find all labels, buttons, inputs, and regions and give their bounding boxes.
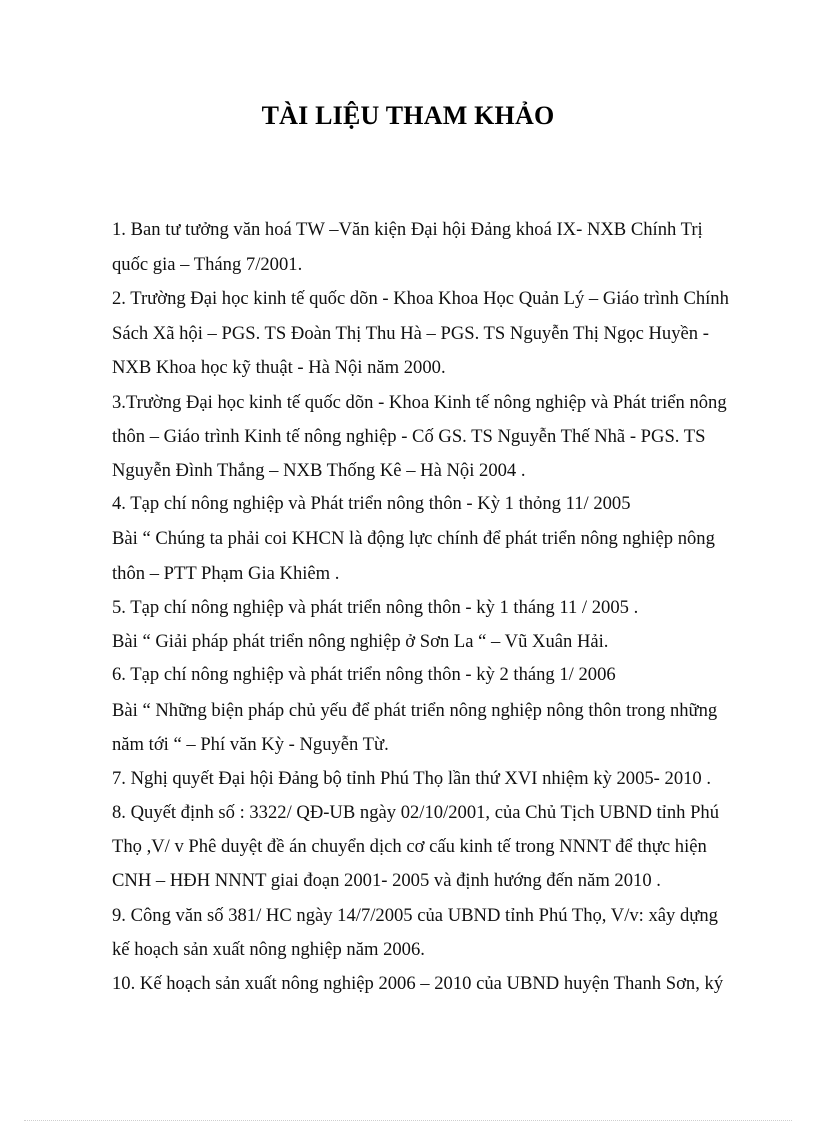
reference-line: Sách Xã hội – PGS. TS Đoàn Thị Thu Hà – PGS. TS Nguyễn Thị Ngọc Huyền - <box>112 323 709 344</box>
reference-line: 4. Tạp chí nông nghiệp và Phát triển nông thôn - Kỳ 1 thỏng 11/ 2005 <box>112 493 631 514</box>
reference-line: 5. Tạp chí nông nghiệp và phát triển nông thôn - kỳ 1 tháng 11 / 2005 . <box>112 597 639 618</box>
reference-line: Bài “ Giải pháp phát triển nông nghiệp ở Sơn La “ – Vũ Xuân Hải. <box>112 631 609 652</box>
reference-line: quốc gia – Tháng 7/2001. <box>112 254 303 275</box>
reference-line: Thọ ,V/ v Phê duyệt đề án chuyển dịch cơ cấu kinh tế trong NNNT để thực hiện <box>112 836 707 857</box>
reference-line: 3.Trường Đại học kinh tế quốc dõn - Khoa Kinh tế nông nghiệp và Phát triển nông <box>112 392 727 413</box>
reference-line: CNH – HĐH NNNT giai đoạn 2001- 2005 và định hướng đến năm 2010 . <box>112 870 661 891</box>
reference-line: 2. Trường Đại học kinh tế quốc dõn - Khoa Khoa Học Quản Lý – Giáo trình Chính <box>112 288 729 309</box>
reference-line: 6. Tạp chí nông nghiệp và phát triển nông thôn - kỳ 2 tháng 1/ 2006 <box>112 664 616 685</box>
reference-line: 9. Công văn số 381/ HC ngày 14/7/2005 của UBND tỉnh Phú Thọ, V/v: xây dựng <box>112 905 718 926</box>
reference-line: kế hoạch sản xuất nông nghiệp năm 2006. <box>112 939 425 960</box>
reference-line: 8. Quyết định số : 3322/ QĐ-UB ngày 02/10/2001, của Chủ Tịch UBND tỉnh Phú <box>112 802 720 823</box>
reference-line: Bài “ Chúng ta phải coi KHCN là động lực chính để phát triển nông nghiệp nông <box>112 528 715 549</box>
page-title: TÀI LIỆU THAM KHẢO <box>261 101 555 130</box>
reference-line: 7. Nghị quyết Đại hội Đảng bộ tỉnh Phú Thọ lần thứ XVI nhiệm kỳ 2005- 2010 . <box>112 768 712 789</box>
reference-line: Bài “ Những biện pháp chủ yếu để phát triển nông nghiệp nông thôn trong những <box>112 700 718 721</box>
reference-line: NXB Khoa học kỹ thuật - Hà Nội năm 2000. <box>112 357 446 378</box>
reference-line: Nguyễn Đình Thắng – NXB Thống Kê – Hà Nội 2004 . <box>112 460 526 481</box>
reference-line: 10. Kế hoạch sản xuất nông nghiệp 2006 – 2010 của UBND huyện Thanh Sơn, ký <box>112 973 724 994</box>
reference-line: năm tới “ – Phí văn Kỳ - Nguyễn Từ. <box>112 734 389 755</box>
page-bottom-divider <box>24 1120 792 1121</box>
reference-line: thôn – PTT Phạm Gia Khiêm . <box>112 563 340 584</box>
reference-line: 1. Ban tư tưởng văn hoá TW –Văn kiện Đại hội Đảng khoá IX- NXB Chính Trị <box>112 219 703 240</box>
reference-line: thôn – Giáo trình Kinh tế nông nghiệp - Cố GS. TS Nguyễn Thế Nhã - PGS. TS <box>112 426 706 447</box>
